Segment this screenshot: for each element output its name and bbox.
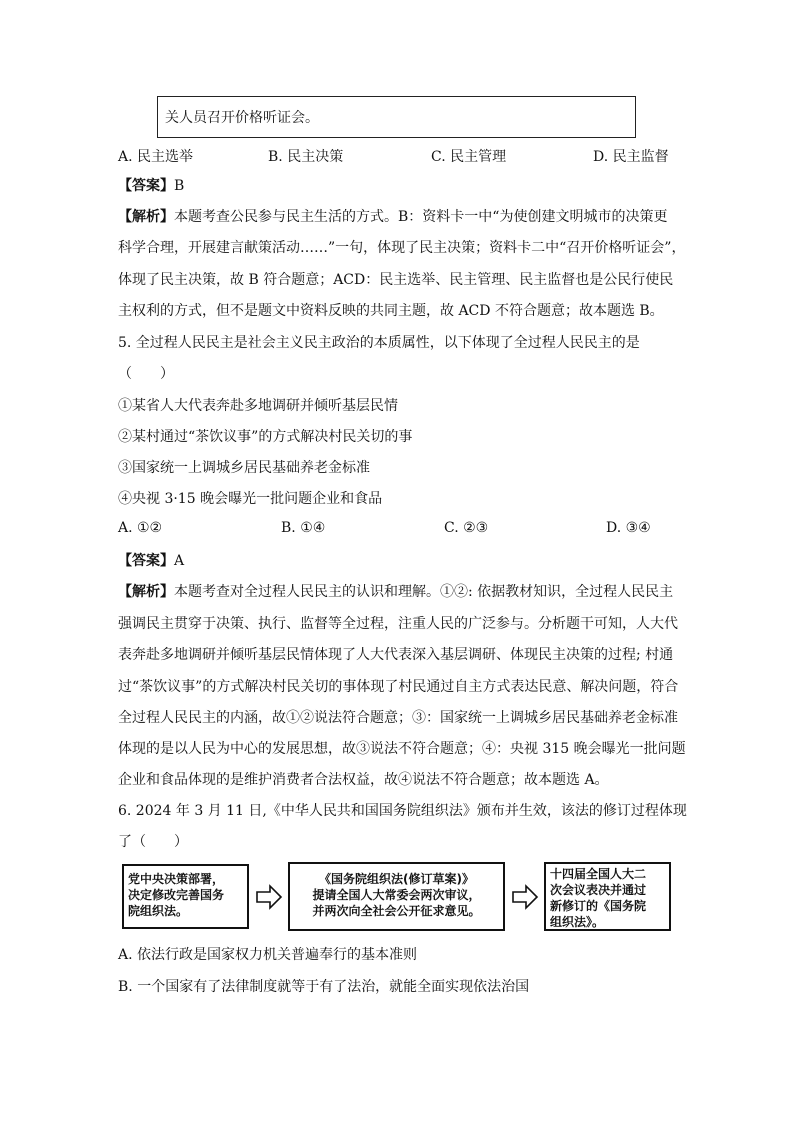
flow-step-text: 党中央决策部署，: [128, 872, 225, 886]
q5-analysis-line: 企业和食品体现的是维护消费者合法权益，故④说法不符合题意；故本题选 A。: [118, 772, 609, 788]
q5-analysis-line: 体现的是以人民为中心的发展思想，故③说法不符合题意；④：央视 315 晚会曝光一批问题: [118, 741, 686, 757]
q5-analysis-line: 过“茶饮议事”的方式解决村民关切的事体现了村民通过自主方式表达民意、解决问题，符合: [118, 679, 679, 695]
flow-step-text: 决定修改完善国务: [128, 888, 225, 902]
q5-item: ②某村通过“茶饮议事”的方式解决村民关切的事: [118, 429, 413, 445]
q4-analysis-line: 科学合理，开展建言献策活动……”一句，体现了民主决策；资料卡二中“召开价格听证会”，: [118, 240, 686, 256]
q5-answer: [118, 551, 184, 571]
flow-step-3: [544, 862, 671, 931]
answer-value: A: [174, 553, 185, 569]
material-box-text: 关人员召开价格听证会。: [165, 110, 319, 126]
flow-step-text: 并两次向全社会公开征求意见。: [312, 904, 481, 918]
flow-step-2: [288, 862, 505, 931]
q6-option-b[interactable]: B. 一个国家有了法律制度就等于有了法治，就能全面实现依法治国: [118, 979, 530, 995]
q5-analysis-line: [118, 582, 673, 602]
flow-arrow-icon: [511, 884, 539, 910]
q4-analysis-line: 主权利的方式，但不是题文中资料反映的共同主题，故 ACD 不符合题意；故本题选 B。: [118, 303, 664, 319]
q5-item: ①某省人大代表奔赴多地调研并倾听基层民情: [118, 398, 398, 414]
q6-stem-line: 6. 2024 年 3 月 11 日,《中华人民共和国国务院组织法》颁布并生效，该法的修订过程体现: [118, 803, 687, 819]
q6-stem-line: 了（ ）: [118, 834, 188, 850]
q4-analysis-line: 体现了民主决策，故 B 符合题意；ACD：民主选举、民主管理、民主监督也是公民行使民: [118, 272, 674, 288]
q5-option-c[interactable]: C. ②③: [444, 520, 489, 536]
q5-item: ③国家统一上调城乡居民基础养老金标准: [118, 460, 370, 476]
q4-option-b[interactable]: B. 民主决策: [268, 149, 344, 165]
flow-step-text: 十四届全国人大二: [550, 867, 647, 881]
analysis-tag: 【解析】: [118, 584, 174, 600]
answer-tag: 【答案】: [118, 178, 174, 194]
q6-option-a[interactable]: A. 依法行政是国家权力机关普遍奉行的基本准则: [118, 947, 418, 963]
analysis-tag: 【解析】: [118, 209, 174, 225]
q5-option-b[interactable]: B. ①④: [281, 520, 326, 536]
q5-option-d[interactable]: D. ③④: [606, 520, 651, 536]
flow-step-1: [122, 864, 249, 929]
q5-item: ④央视 3·15 晚会曝光一批问题企业和食品: [118, 491, 383, 507]
q5-stem-line: （ ）: [118, 366, 174, 382]
flow-step-text: 院组织法。: [128, 904, 189, 918]
answer-tag: 【答案】: [118, 553, 174, 569]
flow-step-text: 提请全国人大常委会两次审议，: [312, 888, 481, 902]
q4-answer: [118, 176, 184, 196]
analysis-text: 本题考查对全过程人民民主的认识和理解。①②: 依据教材知识，全过程人民民主: [174, 584, 674, 600]
q4-option-c[interactable]: C. 民主管理: [431, 149, 507, 165]
q4-option-d[interactable]: D. 民主监督: [593, 149, 669, 165]
q5-option-a[interactable]: A. ①②: [118, 520, 163, 536]
flow-step-text: 《国务院组织法(修订草案)》: [319, 872, 474, 886]
q5-analysis-line: 强调民主贯穿于决策、执行、监督等全过程，注重人民的广泛参与。分析题干可知，人大代: [118, 616, 678, 632]
flow-step-text: 次会议表决并通过: [550, 883, 647, 897]
q5-analysis-line: 表奔赴多地调研并倾听基层民情体现了人大代表深入基层调研、体现民主决策的过程; 村通: [118, 647, 674, 663]
q5-analysis-line: 全过程人民民主的内涵，故①②说法符合题意；③：国家统一上调城乡居民基础养老金标准: [118, 710, 678, 726]
analysis-text: 本题考查公民参与民主生活的方式。B：资料卡一中“为使创建文明城市的决策更: [174, 209, 668, 225]
q4-analysis-line: [118, 207, 667, 227]
flow-step-text: 新修订的《国务院: [550, 899, 647, 913]
flow-step-text: 组织法》。: [550, 915, 605, 929]
answer-value: B: [174, 178, 185, 194]
q4-option-a[interactable]: A. 民主选举: [118, 149, 194, 165]
flow-arrow-icon: [255, 884, 283, 910]
material-box: [157, 96, 636, 138]
q5-stem-line: 5. 全过程人民民主是社会主义民主政治的本质属性，以下体现了全过程人民民主的是: [118, 335, 640, 351]
